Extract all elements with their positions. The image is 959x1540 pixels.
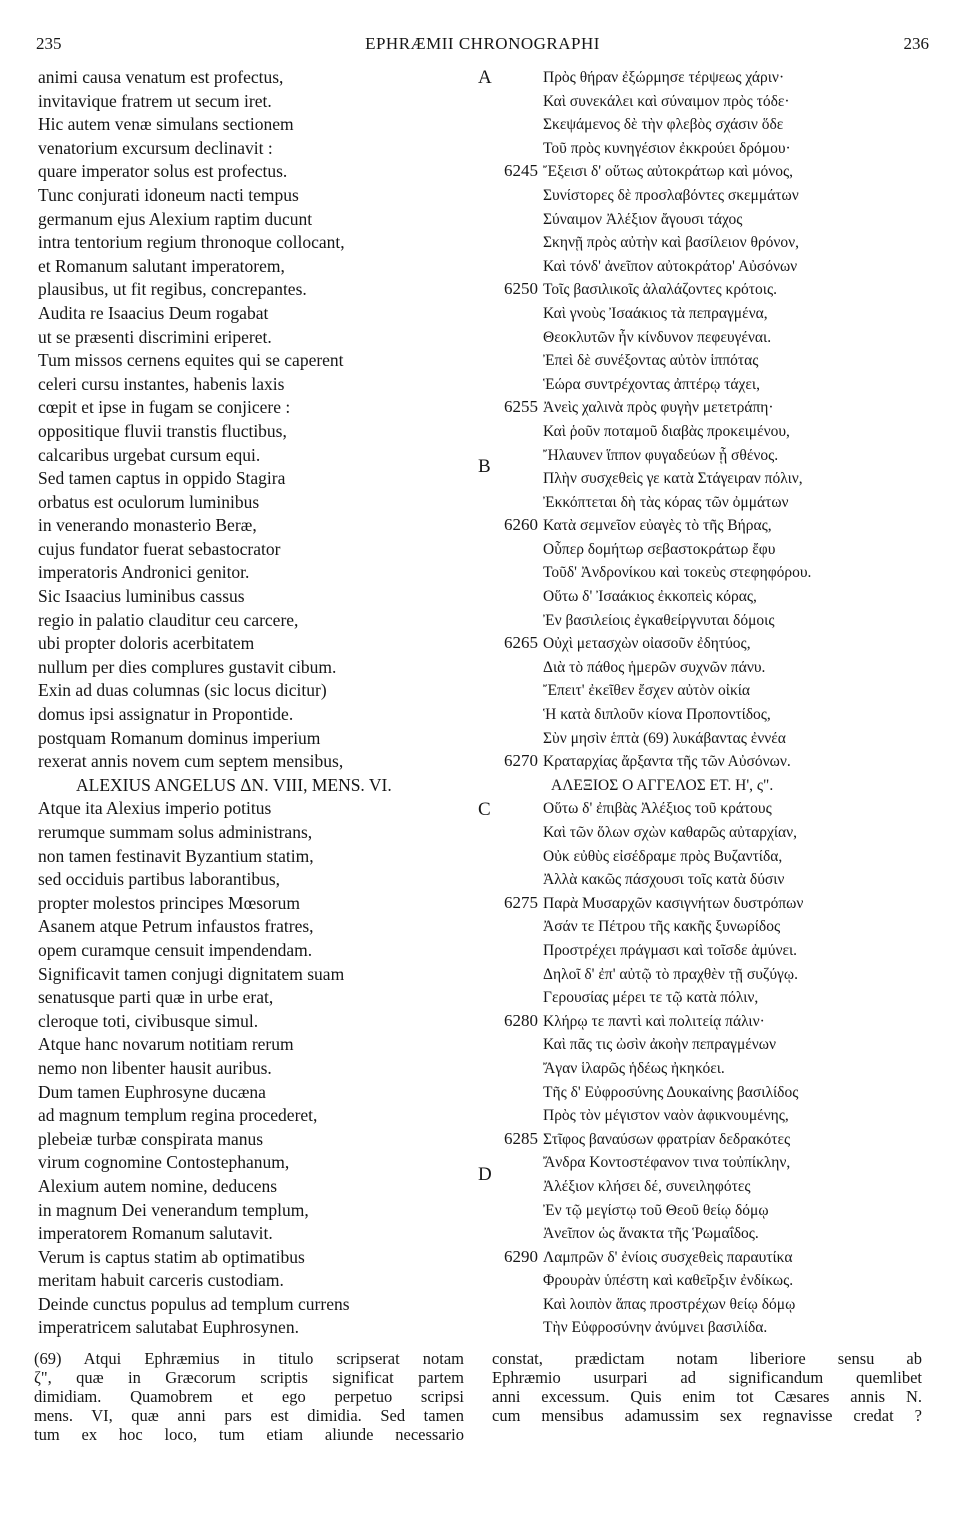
greek-line: Κατὰ σεμνεῖον εὐαγὲς τὸ τῆς Βήρας, bbox=[543, 517, 772, 535]
footnote-line: constat, prædictam notam liberiore sensu ab bbox=[492, 1349, 922, 1368]
latin-line: imperatoris Andronici genitor. bbox=[38, 562, 250, 583]
greek-line: Οὕτω δ' Ἰσαάκιος ἐκκοπεὶς κόρας, bbox=[543, 588, 757, 606]
latin-line: opem curamque censuit impendendam. bbox=[38, 939, 313, 960]
latin-line: sed occiduis partibus laborantibus, bbox=[38, 869, 281, 890]
greek-line: Ἀνεῖπον ὡς ἄνακτα τῆς Ῥωμαΐδος. bbox=[543, 1225, 759, 1243]
latin-line: Sic Isaacius luminibus cassus bbox=[38, 586, 245, 607]
greek-line: Ἀνεὶς χαλινὰ πρὸς φυγὴν μετετράπη· bbox=[543, 399, 774, 417]
latin-line: Alexium autem nomine, deducens bbox=[38, 1175, 278, 1196]
greek-line: Τοῦδ' Ἀνδρονίκου καὶ τοκεὺς στεφηφόρου. bbox=[543, 564, 812, 582]
line-number: 6260 bbox=[504, 515, 538, 535]
line-number: 6265 bbox=[504, 633, 538, 653]
greek-line: Ἀλέξιον κλήσει δέ, συνειληφότες bbox=[543, 1177, 751, 1195]
greek-line: Ἀσάν τε Πέτρου τῆς κακῆς ξυνωρίδος bbox=[543, 918, 781, 936]
line-number: 6245 bbox=[504, 161, 538, 181]
latin-line: quare imperator solus est profectus. bbox=[38, 161, 288, 182]
greek-line: Καὶ γνοὺς Ἰσαάκιος τὰ πεπραγμένα, bbox=[543, 304, 768, 322]
latin-line: Dum tamen Euphrosyne ducæna bbox=[38, 1081, 266, 1102]
greek-line: Σκηνῇ πρὸς αὐτὴν καὶ βασίλειον θρόνον, bbox=[543, 234, 800, 252]
greek-line: Ἑώρα συντρέχοντας ἀπτέρῳ τάχει, bbox=[543, 375, 760, 393]
latin-line: intra tentorium regium thronoque collocant, bbox=[38, 232, 345, 253]
section-letter: A bbox=[478, 67, 492, 88]
latin-line: Significavit tamen conjugi dignitatem suam bbox=[38, 963, 345, 984]
latin-line: rerumque summam solus administrans, bbox=[38, 822, 313, 842]
greek-line: Ἀλλὰ κακῶς πάσχουσι τοῖς κατὰ δύσιν bbox=[543, 871, 785, 889]
footnote-left-column bbox=[34, 1349, 464, 1444]
footnote-right-column bbox=[492, 1349, 922, 1425]
latin-line: cujus fundator fuerat sebastocrator bbox=[38, 538, 281, 559]
page-number-right: 236 bbox=[903, 34, 929, 53]
greek-line: Καὶ ῥοῦν ποταμοῦ διαβὰς προκειμένου, bbox=[543, 422, 790, 440]
latin-line: non tamen festinavit Byzantium statim, bbox=[38, 845, 314, 866]
latin-line: calcaribus urgebat cursum equi. bbox=[38, 444, 261, 465]
footnote-line: mens. VI, quæ anni pars est dimidia. Sed tamen bbox=[34, 1406, 464, 1425]
greek-line: Πρὸς τὸν μέγιστον ναὸν ἀφικνουμένης, bbox=[543, 1107, 789, 1125]
greek-line: Ἄγαν ἱλαρῶς ἡδέως ἠκηκόει. bbox=[543, 1059, 725, 1077]
line-number: 6255 bbox=[504, 397, 538, 417]
greek-line: Συνίστορες δὲ προσλαβόντες σκεμμάτων bbox=[543, 186, 799, 204]
greek-line: Πλὴν συσχεθεὶς γε κατὰ Στάγειραν πόλιν, bbox=[543, 470, 803, 488]
greek-line: Κραταρχίας ἄρξαντα τῆς τῶν Αὐσόνων. bbox=[543, 753, 791, 771]
greek-line: Ἐν τῷ μεγίστῳ τοῦ Θεοῦ θείῳ δόμῳ bbox=[543, 1201, 769, 1219]
greek-line: Οὐχὶ μετασχὼν οἰασοῦν ἐδητύος, bbox=[543, 635, 751, 653]
greek-line: Κλήρῳ τε παντὶ καὶ πολιτείᾳ πάλιν· bbox=[543, 1012, 765, 1030]
greek-line: Τῆς δ' Εὐφροσύνης Δουκαίνης βασιλίδος bbox=[543, 1083, 799, 1101]
greek-line: Οὕτω δ' ἐπιβὰς Ἀλέξιος τοῦ κράτους bbox=[543, 800, 772, 818]
latin-line: Sed tamen captus in oppido Stagira bbox=[38, 468, 286, 489]
line-number: 6280 bbox=[504, 1011, 538, 1030]
greek-line: Διὰ τὸ πάθος ἡμερῶν συχνῶν πάνυ. bbox=[543, 658, 766, 676]
greek-line: Τοῦ πρὸς κυνηγέσιον ἐκκρούει δρόμου· bbox=[543, 139, 791, 157]
latin-line: Atque hanc novarum notitiam rerum bbox=[38, 1034, 294, 1055]
greek-line: Ἡ κατὰ διπλοῦν κίονα Προποντίδος, bbox=[543, 706, 771, 724]
footnote-line: ζ", quæ in Græcorum scriptis significat partem bbox=[34, 1368, 464, 1387]
greek-line: Θεοκλυτῶν ἦν κίνδυνον πεφευγέναι. bbox=[543, 328, 772, 346]
greek-line: Σὺν μησὶν ἑπτὰ (69) λυκάβαντας ἐννέα bbox=[543, 729, 786, 747]
greek-line: Παρὰ Μυσαρχῶν κασιγνήτων δυστρόπων bbox=[543, 894, 804, 912]
latin-line: venatorium excursum declinavit : bbox=[38, 137, 273, 158]
latin-line: meritam habuit carceris custodiam. bbox=[38, 1270, 284, 1291]
latin-line: Tunc conjurati idoneum nacti tempus bbox=[38, 184, 299, 205]
section-heading: ALEXIUS ANGELUS ΔΝ. VIII, MENS. VI. bbox=[76, 774, 392, 795]
latin-line: Deinde cunctus populus ad templum currens bbox=[38, 1293, 350, 1314]
latin-line: imperatorem Romanum salutavit. bbox=[38, 1223, 273, 1244]
latin-line: in magnum Dei venerandum templum, bbox=[38, 1199, 309, 1220]
greek-line: Ἐν βασιλείοις ἐγκαθείργνυται δόμοις bbox=[543, 611, 775, 629]
latin-line: regio in palatio clauditur ceu carcere, bbox=[38, 609, 299, 630]
latin-line: ad magnum templum regina procederet, bbox=[38, 1105, 318, 1126]
line-number: 6250 bbox=[504, 279, 538, 299]
latin-line: propter molestos principes Mœsorum bbox=[38, 892, 300, 913]
greek-line: Ἔπειτ' ἐκεῖθεν ἔσχεν αὐτὸν οἰκία bbox=[543, 682, 751, 700]
latin-line: plebeiæ turbæ conspirata manus bbox=[38, 1128, 264, 1149]
latin-line: virum cognomine Contostephanum, bbox=[38, 1152, 290, 1173]
greek-line: Λαμπρῶν δ' ἐνίοις συσχεθεὶς παραυτίκα bbox=[543, 1248, 793, 1266]
latin-line: ut se præsenti discrimini eriperet. bbox=[38, 326, 272, 347]
latin-line: animi causa venatum est profectus, bbox=[38, 67, 284, 87]
greek-line: Στῖφος βαναύσων φρατρίαν δεδρακότες bbox=[543, 1130, 791, 1148]
section-letter: D bbox=[478, 1164, 492, 1186]
greek-line: Σκεψάμενος δὲ τὴν φλεβὸς σχάσιν ὅδε bbox=[543, 116, 784, 134]
latin-line: germanum ejus Alexium raptim ducunt bbox=[38, 208, 313, 229]
latin-line: Exin ad duas columnas (sic locus dicitur) bbox=[38, 680, 327, 701]
latin-line: cleroque toti, civibusque simul. bbox=[38, 1010, 259, 1031]
greek-line: Τοῖς βασιλικοῖς ἀλαλάζοντες κρότοις. bbox=[543, 281, 777, 299]
greek-line: Καὶ τόνδ' ἀνεῖπον αὐτοκράτορ' Αὐσόνων bbox=[543, 257, 798, 275]
line-number: 6285 bbox=[504, 1129, 538, 1148]
greek-line: Τὴν Εὐφροσύνην ἀνύμνει βασιλίδα. bbox=[543, 1319, 768, 1337]
footnote-line: tum ex hoc loco, tum etiam aliunde necessario bbox=[34, 1425, 464, 1444]
latin-line: cœpit et ipse in fugam se conjicere : bbox=[38, 397, 291, 418]
greek-line: Ἔξεισι δ' οὕτως αὐτοκράτωρ καὶ μόνος, bbox=[543, 163, 793, 181]
page-header bbox=[36, 34, 929, 56]
latin-line: celeri cursu instantes, habenis laxis bbox=[38, 373, 285, 394]
page-number-left: 235 bbox=[36, 34, 62, 53]
latin-line: invitavique fratrem ut secum iret. bbox=[38, 90, 272, 111]
latin-line: orbatus est oculorum luminibus bbox=[38, 491, 260, 512]
latin-line: Audita re Isaacius Deum rogabat bbox=[38, 302, 269, 323]
latin-line: senatusque parti quæ in urbe erat, bbox=[38, 987, 274, 1008]
latin-line: et Romanum salutant imperatorem, bbox=[38, 255, 285, 276]
footnote-line: cum mensibus adamussim sex regnavisse credat ? bbox=[492, 1406, 922, 1425]
latin-line: nullum per dies complures gustavit cibum. bbox=[38, 656, 337, 677]
greek-line: Ἤλαυνεν ἵππον φυγαδεύων ᾗ σθένος. bbox=[543, 446, 779, 464]
latin-line: imperatricem salutabat Euphrosynen. bbox=[38, 1317, 299, 1338]
line-number: 6290 bbox=[504, 1247, 538, 1266]
greek-line: Ἐπεὶ δὲ συνέξοντας αὐτὸν ἱππότας bbox=[543, 352, 759, 370]
latin-line: plausibus, ut fit regibus, concrepantes. bbox=[38, 279, 307, 300]
section-heading: ΑΛΕΞΙΟΣ Ο ΑΓΓΕΛΟΣ ΕΤ. Η', ς". bbox=[551, 776, 774, 794]
latin-line: Atque ita Alexius imperio potitus bbox=[38, 798, 272, 819]
footnote-line: Ephræmio usurpari ad significandum quemlibet bbox=[492, 1368, 922, 1387]
line-number: 6270 bbox=[504, 751, 538, 771]
greek-line: Καὶ τῶν ὅλων σχὼν καθαρῶς αὐταρχίαν, bbox=[543, 824, 797, 841]
greek-line: Καὶ συνεκάλει καὶ σύναιμον πρὸς τόδε· bbox=[543, 92, 790, 110]
latin-line: Hic autem venæ simulans sectionem bbox=[38, 114, 294, 135]
latin-line: oppositique fluvii transtis fluctibus, bbox=[38, 420, 287, 441]
greek-line: Πρὸς θήραν ἐξώρμησε τέρψεως χάριν· bbox=[543, 69, 785, 86]
greek-line: Σύναιμον Ἀλέξιον ἄγουσι τάχος bbox=[543, 210, 743, 228]
greek-line: Οὗπερ δομήτωρ σεβαστοκράτωρ ἔφυ bbox=[543, 540, 776, 558]
latin-line: in venerando monasterio Beræ, bbox=[38, 515, 257, 536]
latin-line: postquam Romanum dominus imperium bbox=[38, 727, 321, 748]
latin-translation-column bbox=[38, 66, 478, 1340]
greek-line: Ἐκκόπτεται δὴ τὰς κόρας τῶν ὀμμάτων bbox=[543, 493, 789, 511]
greek-line: Ἄνδρα Κοντοστέφανον τινα τοὐπίκλην, bbox=[543, 1154, 791, 1172]
section-letter: B bbox=[478, 456, 491, 478]
greek-line: Προστρέχει πράγμασι καὶ τοῖσδε ἀμύνει. bbox=[543, 941, 798, 959]
running-title: EPHRÆMII CHRONOGRAPHI bbox=[365, 34, 600, 53]
greek-line: Φρουρὰν ὑπέστη καὶ καθεῖρξιν ἐνδίκως. bbox=[543, 1272, 794, 1290]
latin-line: ubi propter doloris acerbitatem bbox=[38, 633, 255, 654]
greek-line: Οὐκ εὐθὺς εἰσέδραμε πρὸς Βυζαντίδα, bbox=[543, 847, 783, 865]
footnote-line: (69) Atqui Ephræmius in titulo scripserat notam bbox=[34, 1349, 464, 1368]
footnote-line: anni excessum. Quis enim tot Cæsares annis N. bbox=[492, 1387, 922, 1406]
greek-line: Γερουσίας μέρει τε τῷ κατὰ πόλιν, bbox=[543, 989, 759, 1007]
latin-line: rexerat annis novem cum septem mensibus, bbox=[38, 751, 344, 772]
section-letter: C bbox=[478, 798, 491, 820]
latin-line: domus ipsi assignatur in Propontide. bbox=[38, 704, 294, 725]
latin-line: Asanem atque Petrum infaustos fratres, bbox=[38, 916, 314, 937]
greek-text-column bbox=[543, 66, 933, 1340]
footnote-line: dimidiam. Quamobrem et ego perpetuo scripsi bbox=[34, 1387, 464, 1406]
line-number: 6275 bbox=[504, 893, 538, 912]
latin-line: Tum missos cernens equites qui se caperent bbox=[38, 350, 344, 371]
latin-line: nemo non libenter hausit auribus. bbox=[38, 1057, 272, 1078]
latin-line: Verum is captus statim ab optimatibus bbox=[38, 1246, 305, 1267]
greek-line: Καὶ λοιπὸν ἅπας προστρέχων θείῳ δόμῳ bbox=[543, 1295, 796, 1313]
greek-line: Δηλοῖ δ' ἐπ' αὐτῷ τὸ πραχθὲν τῇ συζύγῳ. bbox=[543, 965, 798, 983]
greek-line: Καὶ πᾶς τις ὠσὶν ἀκοὴν πεπραγμένων bbox=[543, 1036, 776, 1054]
